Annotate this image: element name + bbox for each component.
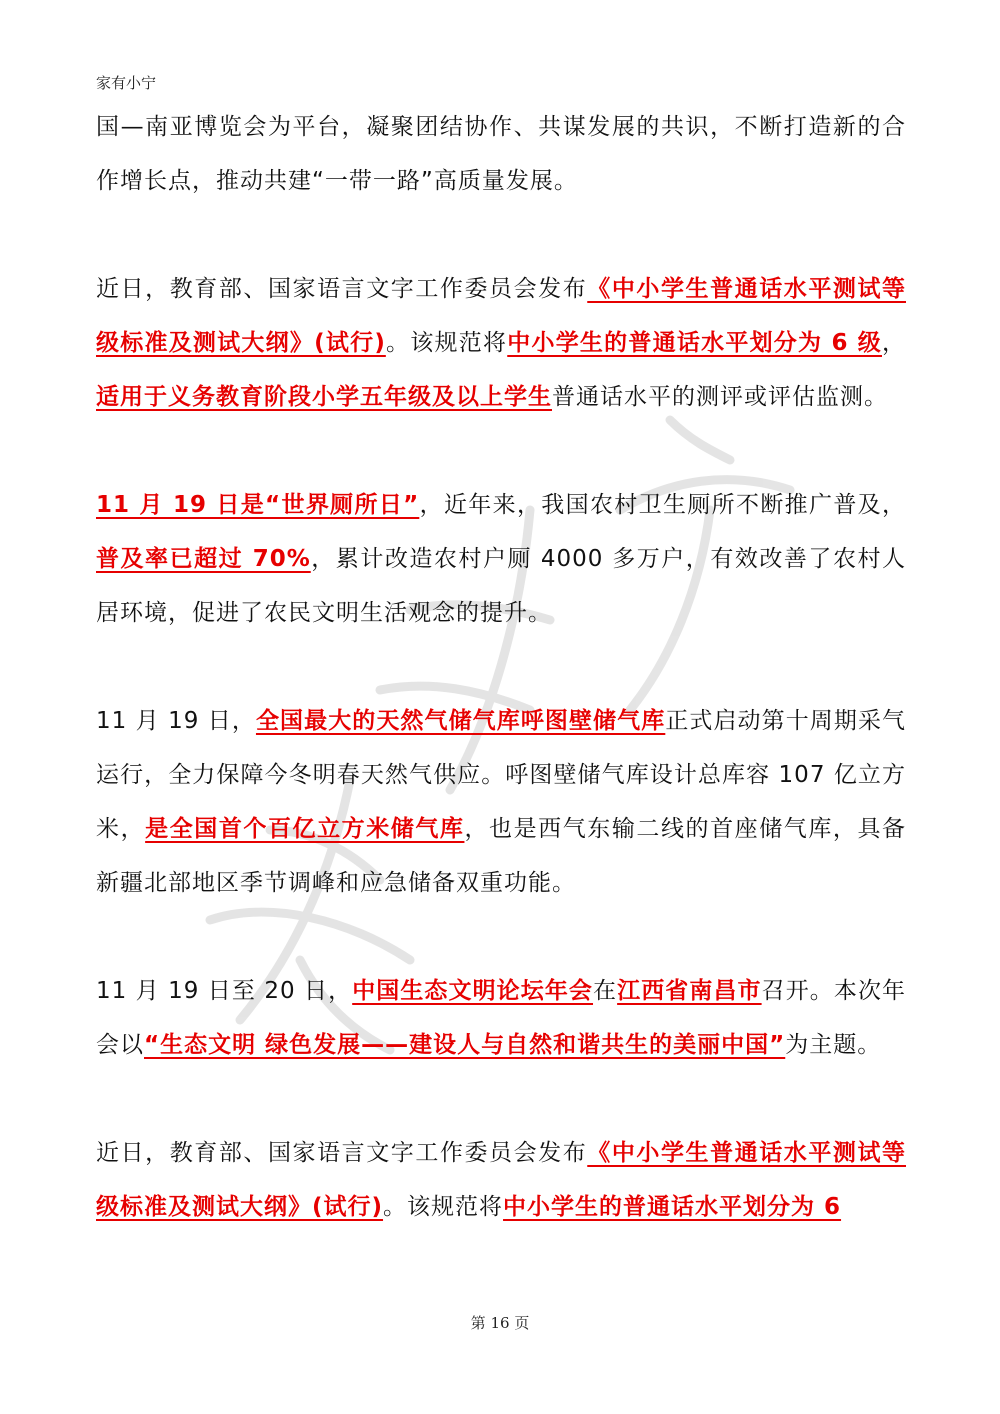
highlighted-text: “生态文明 绿色发展——建设人与自然和谐共生的美丽中国” bbox=[144, 1032, 786, 1058]
body-text: ，累计改造农村户厕 4000 多万户，有效改善了农村人居环境，促进了农民文明生活观念的提升。 bbox=[96, 546, 907, 626]
highlighted-text: 全国最大的天然气储气库呼图壁储气库 bbox=[255, 708, 666, 734]
highlighted-text: 《中小学生普通话水平测试等级标准及测试大纲》(试行) bbox=[96, 276, 906, 356]
highlighted-text: 中国生态文明论坛年会 bbox=[352, 978, 594, 1004]
body-text: 11 月 19 日， bbox=[96, 708, 256, 734]
highlighted-text: 中小学生的普通话水平划分为 6 bbox=[503, 1194, 842, 1220]
paragraph-gap bbox=[96, 208, 906, 262]
page-header: 家有小宁 bbox=[96, 74, 157, 92]
paragraph-gap bbox=[96, 640, 906, 694]
paragraph bbox=[96, 1126, 906, 1234]
body-text: 在 bbox=[593, 978, 618, 1004]
document-body bbox=[96, 100, 906, 1234]
body-text: 正式启动第十周期采气运行，全力保障今冬明春天然气供应。呼图壁储气库设计总库容 107 亿立方米， bbox=[96, 708, 907, 842]
body-text: ，近年来，我国农村卫生厕所不断推广普及， bbox=[419, 492, 906, 518]
body-text: 11 月 19 日至 20 日， bbox=[96, 978, 353, 1004]
paragraph bbox=[96, 694, 906, 910]
highlighted-text: 是全国首个百亿立方米储气库 bbox=[145, 816, 465, 842]
paragraph-gap bbox=[96, 910, 906, 964]
page-footer bbox=[0, 1312, 1000, 1333]
highlighted-text: 江西省南昌市 bbox=[617, 978, 762, 1004]
footer-prefix: 第 bbox=[470, 1314, 486, 1332]
paragraph bbox=[96, 478, 906, 640]
page-number: 16 bbox=[490, 1314, 510, 1332]
highlighted-text: 中小学生的普通话水平划分为 6 级 bbox=[507, 330, 882, 356]
body-text: 普通话水平的测评或评估监测。 bbox=[552, 384, 888, 410]
highlighted-text: 普及率已超过 70% bbox=[96, 546, 311, 572]
body-text: 近日，教育部、国家语言文字工作委员会发布 bbox=[96, 276, 588, 302]
body-text: 近日，教育部、国家语言文字工作委员会发布 bbox=[96, 1140, 588, 1166]
highlighted-text: 《中小学生普通话水平测试等级标准及测试大纲》(试行) bbox=[96, 1140, 906, 1220]
body-text: ，也是西气东输二线的首座储气库，具备新疆北部地区季节调峰和应急储备双重功能。 bbox=[96, 816, 906, 896]
body-text: 。该规范将 bbox=[383, 1194, 504, 1220]
body-text: 国—南亚博览会为平台，凝聚团结协作、共谋发展的共识，不断打造新的合作增长点，推动共建“一带一路”高质量发展。 bbox=[96, 114, 906, 194]
footer-suffix: 页 bbox=[514, 1314, 530, 1332]
paragraph bbox=[96, 262, 906, 424]
highlighted-text: 11 月 19 日是“世界厕所日” bbox=[96, 492, 420, 518]
paragraph bbox=[96, 100, 906, 208]
paragraph bbox=[96, 964, 906, 1072]
body-text: 为主题。 bbox=[785, 1032, 882, 1058]
body-text: 。该规范将 bbox=[385, 330, 508, 356]
body-text: ， bbox=[882, 330, 906, 356]
paragraph-gap bbox=[96, 1072, 906, 1126]
paragraph-gap bbox=[96, 424, 906, 478]
body-text: 召开。本次年会以 bbox=[96, 978, 907, 1058]
highlighted-text: 适用于义务教育阶段小学五年级及以上学生 bbox=[96, 384, 552, 410]
